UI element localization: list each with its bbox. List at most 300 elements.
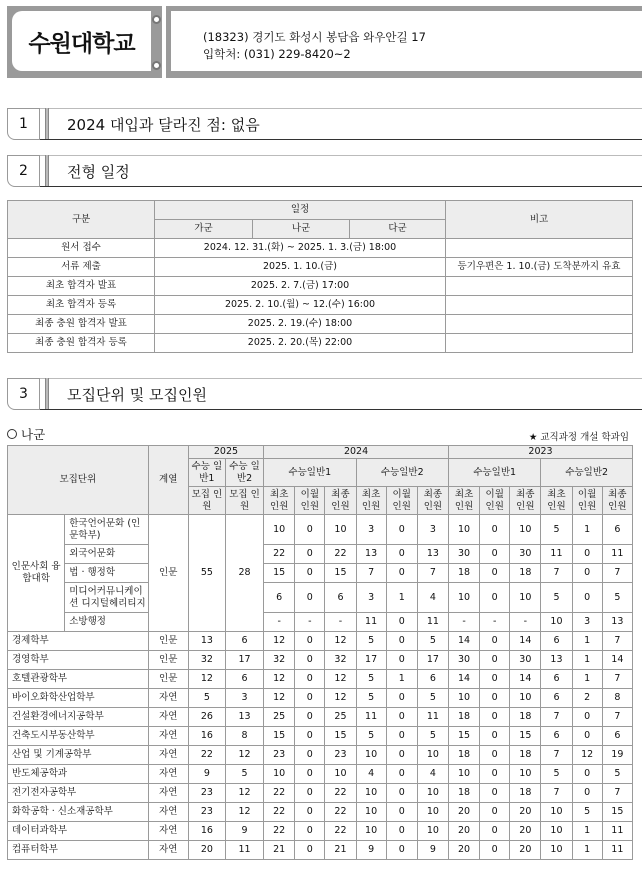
contact-box — [166, 6, 642, 78]
cell-value: 10 — [510, 689, 541, 708]
unit-name: 한국언어문화 (인문학부) — [65, 515, 148, 545]
cell-value: 30 — [510, 651, 541, 670]
schedule-row — [8, 334, 633, 353]
binder-ring-icon — [152, 15, 161, 24]
cell-value: 22 — [264, 784, 295, 803]
track: 인문 — [148, 670, 188, 689]
cell-value: 1 — [386, 583, 417, 613]
cell-value: 11 — [602, 822, 632, 841]
cell-value: 18 — [449, 564, 480, 583]
cell-value: 7 — [602, 708, 632, 727]
schedule-row — [8, 258, 633, 277]
table-row — [8, 822, 633, 841]
cell-value: 12 — [325, 670, 356, 689]
cell-value: - — [480, 613, 510, 632]
schedule-note — [446, 296, 633, 315]
cell-value: 6 — [602, 515, 632, 545]
address: (18323) 경기도 화성시 봉담읍 와우안길 17 — [203, 30, 426, 44]
recruit-2025-b: 12 — [225, 803, 263, 822]
cell-value: 1 — [572, 841, 602, 860]
cell-value: 3 — [417, 515, 448, 545]
cell-value: 0 — [572, 583, 602, 613]
cell-value: 12 — [264, 670, 295, 689]
cell-value: 5 — [602, 765, 632, 784]
cell-value: 23 — [325, 746, 356, 765]
cell-value: 10 — [417, 822, 448, 841]
cell-value: 18 — [510, 564, 541, 583]
cell-value: 10 — [417, 803, 448, 822]
schedule-note — [446, 239, 633, 258]
unit-name: 컴퓨터학부 — [8, 841, 149, 860]
cell-value: 10 — [417, 746, 448, 765]
cell-value: 0 — [480, 545, 510, 564]
cell-value: 0 — [295, 746, 325, 765]
track: 인문 — [148, 632, 188, 651]
cell-value: 30 — [510, 545, 541, 564]
cell-value: 0 — [480, 765, 510, 784]
unit-name: 미디어커뮤니케이션 디지털헤리티지 — [65, 583, 148, 613]
cell-value: 5 — [541, 515, 572, 545]
cell-value: 5 — [541, 583, 572, 613]
recruit-2025-a: 23 — [188, 784, 225, 803]
cell-value: 13 — [417, 545, 448, 564]
university-name-box — [7, 6, 162, 78]
cell-value: 0 — [480, 651, 510, 670]
unit-name: 법 · 행정학 — [65, 564, 148, 583]
cell-value: 6 — [602, 727, 632, 746]
cell-value: 10 — [510, 515, 541, 545]
cell-value: 6 — [541, 670, 572, 689]
table-row — [8, 746, 633, 765]
schedule-row — [8, 239, 633, 258]
legend-note: ★ 교직과정 개설 학과임 — [528, 432, 629, 443]
recruit-2025-b: 13 — [225, 708, 263, 727]
cell-value: 1 — [386, 670, 417, 689]
col-move-n: 이월 인원 — [572, 487, 602, 515]
cell-value: 22 — [264, 803, 295, 822]
cell-value: 20 — [510, 841, 541, 860]
schedule-value: 2025. 2. 10.(월) ~ 12.(수) 16:00 — [155, 296, 446, 315]
cell-value: 10 — [264, 765, 295, 784]
cell-value: 18 — [449, 746, 480, 765]
col-recruit-n: 모집 인원 — [225, 487, 263, 515]
cell-value: 4 — [417, 765, 448, 784]
cell-value: 7 — [602, 784, 632, 803]
schedule-label: 최초 합격자 발표 — [8, 277, 155, 296]
table-row — [8, 632, 633, 651]
cell-value: 0 — [572, 727, 602, 746]
cell-value: 14 — [510, 670, 541, 689]
schedule-label: 원서 접수 — [8, 239, 155, 258]
cell-value: 15 — [264, 727, 295, 746]
cell-value: 0 — [295, 689, 325, 708]
cell-value: 15 — [325, 564, 356, 583]
cell-value: 1 — [572, 670, 602, 689]
cell-value: 2 — [572, 689, 602, 708]
cell-value: 10 — [449, 765, 480, 784]
group-label: 인문사회 융합대학 — [8, 515, 65, 632]
cell-value: 15 — [510, 727, 541, 746]
col-move-n: 이월 인원 — [295, 487, 325, 515]
recruit-2025-b: 5 — [225, 765, 263, 784]
schedule-note — [446, 315, 633, 334]
cell-value: - — [449, 613, 480, 632]
recruit-2025-a: 32 — [188, 651, 225, 670]
cell-value: 1 — [572, 515, 602, 545]
cell-value: 21 — [264, 841, 295, 860]
section-1-header — [7, 108, 642, 140]
schedule-value: 2025. 1. 10.(금) — [155, 258, 446, 277]
cell-value: 5 — [572, 803, 602, 822]
cell-value: 0 — [295, 708, 325, 727]
cell-value: 12 — [325, 689, 356, 708]
cell-value: 0 — [480, 670, 510, 689]
recruit-2025-b: 6 — [225, 670, 263, 689]
cell-value: 0 — [386, 632, 417, 651]
track: 자연 — [148, 727, 188, 746]
schedule-row — [8, 315, 633, 334]
cell-value: 15 — [325, 727, 356, 746]
cell-value: 7 — [602, 564, 632, 583]
cell-value: 20 — [510, 822, 541, 841]
cell-value: 5 — [417, 632, 448, 651]
col-note: 비고 — [446, 201, 633, 239]
col-track: 계열 — [148, 446, 188, 515]
unit-name: 경영학부 — [8, 651, 149, 670]
col-first-n: 최초 인원 — [264, 487, 295, 515]
section-3-header — [7, 378, 642, 410]
track: 인문 — [148, 515, 188, 632]
cell-value: 1 — [572, 822, 602, 841]
unit-name: 경제학부 — [8, 632, 149, 651]
cell-value: 0 — [480, 803, 510, 822]
cell-value: 0 — [386, 564, 417, 583]
cell-value: 5 — [602, 583, 632, 613]
col-category: 구분 — [8, 201, 155, 239]
cell-value: - — [295, 613, 325, 632]
table-row — [8, 651, 633, 670]
cell-value: 5 — [417, 689, 448, 708]
cell-value: 0 — [386, 822, 417, 841]
cell-value: 20 — [510, 803, 541, 822]
cell-value: 0 — [295, 803, 325, 822]
table-row — [8, 708, 633, 727]
cell-value: 6 — [417, 670, 448, 689]
cell-value: 0 — [386, 746, 417, 765]
table-row — [8, 765, 633, 784]
group-subheading: 나군 — [7, 425, 45, 443]
cell-value: 0 — [295, 632, 325, 651]
cell-value: 0 — [572, 564, 602, 583]
recruit-2025-a: 20 — [188, 841, 225, 860]
track: 자연 — [148, 708, 188, 727]
cell-value: 20 — [449, 841, 480, 860]
cell-value: 0 — [386, 765, 417, 784]
schedule-label: 서류 제출 — [8, 258, 155, 277]
cell-value: 10 — [449, 515, 480, 545]
recruit-2025-b: 3 — [225, 689, 263, 708]
cell-value: 11 — [417, 708, 448, 727]
cell-value: 3 — [356, 583, 386, 613]
cell-value: 0 — [295, 670, 325, 689]
table-row — [8, 515, 633, 545]
cell-value: 0 — [386, 651, 417, 670]
cell-value: 0 — [480, 583, 510, 613]
recruit-2025-b: 17 — [225, 651, 263, 670]
track: 자연 — [148, 784, 188, 803]
col-final-n: 최종 인원 — [417, 487, 448, 515]
cell-value: 0 — [572, 765, 602, 784]
cell-value: 15 — [449, 727, 480, 746]
recruit-2025-a: 13 — [188, 632, 225, 651]
recruit-2025-a: 26 — [188, 708, 225, 727]
cell-value: 0 — [295, 727, 325, 746]
track: 자연 — [148, 746, 188, 765]
unit-name: 전기전자공학부 — [8, 784, 149, 803]
cell-value: 3 — [356, 515, 386, 545]
unit-name: 호텔관광학부 — [8, 670, 149, 689]
cell-value: 0 — [295, 651, 325, 670]
cell-value: 30 — [449, 651, 480, 670]
cell-value: 22 — [325, 822, 356, 841]
cell-value: 10 — [356, 746, 386, 765]
cell-value: 5 — [356, 689, 386, 708]
schedule-row — [8, 277, 633, 296]
cell-value: 10 — [325, 515, 356, 545]
table-row — [8, 670, 633, 689]
col-2024-gen2: 수능일반2 — [356, 459, 448, 487]
col-first-n: 최초 인원 — [541, 487, 572, 515]
cell-value: 0 — [480, 822, 510, 841]
section-number: 1 — [7, 108, 40, 140]
track: 자연 — [148, 689, 188, 708]
section-title: 전형 일정 — [67, 162, 130, 181]
col-na: 나군 — [253, 220, 350, 239]
cell-value: 9 — [417, 841, 448, 860]
cell-value: 14 — [449, 632, 480, 651]
recruit-2025-a: 23 — [188, 803, 225, 822]
col-2023: 2023 — [449, 446, 633, 459]
cell-value: 11 — [356, 708, 386, 727]
recruit-2025-b: 12 — [225, 746, 263, 765]
cell-value: 10 — [541, 822, 572, 841]
schedule-row — [8, 296, 633, 315]
schedule-label: 최종 충원 합격자 등록 — [8, 334, 155, 353]
cell-value: 32 — [264, 651, 295, 670]
cell-value: 18 — [510, 708, 541, 727]
col-schedule: 일정 — [155, 201, 446, 220]
cell-value: 21 — [325, 841, 356, 860]
cell-value: 7 — [356, 564, 386, 583]
schedule-note: 등기우편은 1. 10.(금) 도착분까지 유효 — [446, 258, 633, 277]
cell-value: 5 — [356, 632, 386, 651]
cell-value: 10 — [449, 583, 480, 613]
recruitment-table — [7, 445, 633, 860]
section-title: 2024 대입과 달라진 점: 없음 — [67, 115, 260, 134]
cell-value: 0 — [480, 727, 510, 746]
col-first-n: 최초 인원 — [356, 487, 386, 515]
track: 자연 — [148, 765, 188, 784]
cell-value: 11 — [541, 545, 572, 564]
cell-value: 10 — [449, 689, 480, 708]
cell-value: 10 — [264, 515, 295, 545]
cell-value: 1 — [572, 651, 602, 670]
table-row — [8, 613, 633, 632]
col-unit: 모집단위 — [8, 446, 149, 515]
cell-value: 10 — [541, 841, 572, 860]
cell-value: 0 — [295, 515, 325, 545]
cell-value: 14 — [449, 670, 480, 689]
cell-value: 5 — [356, 727, 386, 746]
cell-value: 0 — [386, 708, 417, 727]
col-suneung2: 수능 일반2 — [225, 459, 263, 487]
cell-value: 17 — [417, 651, 448, 670]
cell-value: - — [510, 613, 541, 632]
unit-name: 반도체공학과 — [8, 765, 149, 784]
cell-value: 10 — [356, 784, 386, 803]
schedule-label: 최종 충원 합격자 발표 — [8, 315, 155, 334]
col-final-n: 최종 인원 — [325, 487, 356, 515]
cell-value: 0 — [386, 784, 417, 803]
cell-value: 7 — [541, 746, 572, 765]
table-row — [8, 727, 633, 746]
col-2024-gen1: 수능일반1 — [264, 459, 356, 487]
cell-value: 18 — [510, 746, 541, 765]
cell-value: 0 — [386, 613, 417, 632]
table-row — [8, 841, 633, 860]
recruit-2025-b: 12 — [225, 784, 263, 803]
cell-value: 10 — [356, 803, 386, 822]
unit-name: 화학공학 · 신소재공학부 — [8, 803, 149, 822]
track: 자연 — [148, 841, 188, 860]
cell-value: 13 — [602, 613, 632, 632]
cell-value: 0 — [480, 784, 510, 803]
cell-value: 11 — [356, 613, 386, 632]
cell-value: 22 — [325, 784, 356, 803]
cell-value: 6 — [541, 727, 572, 746]
cell-value: 5 — [356, 670, 386, 689]
cell-value: 7 — [417, 564, 448, 583]
col-2024: 2024 — [264, 446, 449, 459]
cell-value: 10 — [356, 822, 386, 841]
cell-value: 7 — [602, 632, 632, 651]
cell-value: 18 — [510, 784, 541, 803]
col-final-n: 최종 인원 — [602, 487, 632, 515]
cell-value: 3 — [572, 613, 602, 632]
col-da: 다군 — [350, 220, 446, 239]
track: 자연 — [148, 803, 188, 822]
cell-value: 30 — [449, 545, 480, 564]
cell-value: 11 — [602, 545, 632, 564]
cell-value: 6 — [541, 632, 572, 651]
circle-bullet-icon — [7, 429, 17, 439]
table-row — [8, 784, 633, 803]
recruit-2025-a: 55 — [188, 515, 225, 632]
cell-value: 14 — [510, 632, 541, 651]
col-recruit-n: 모집 인원 — [188, 487, 225, 515]
cell-value: 32 — [325, 651, 356, 670]
unit-name: 바이오화학산업학부 — [8, 689, 149, 708]
cell-value: 7 — [602, 670, 632, 689]
cell-value: 0 — [480, 564, 510, 583]
cell-value: 0 — [572, 784, 602, 803]
cell-value: 15 — [264, 564, 295, 583]
cell-value: 6 — [264, 583, 295, 613]
unit-name: 데이터과학부 — [8, 822, 149, 841]
cell-value: 9 — [356, 841, 386, 860]
table-row — [8, 689, 633, 708]
cell-value: 0 — [295, 564, 325, 583]
cell-value: 5 — [541, 765, 572, 784]
cell-value: 23 — [264, 746, 295, 765]
col-move-n: 이월 인원 — [386, 487, 417, 515]
cell-value: 0 — [386, 689, 417, 708]
cell-value: 10 — [541, 613, 572, 632]
col-final-n: 최종 인원 — [510, 487, 541, 515]
cell-value: 22 — [325, 545, 356, 564]
table-row — [8, 564, 633, 583]
cell-value: - — [325, 613, 356, 632]
cell-value: 7 — [541, 708, 572, 727]
cell-value: 0 — [295, 841, 325, 860]
cell-value: 5 — [417, 727, 448, 746]
cell-value: 0 — [386, 515, 417, 545]
col-first-n: 최초 인원 — [449, 487, 480, 515]
cell-value: 10 — [541, 803, 572, 822]
recruit-2025-a: 22 — [188, 746, 225, 765]
cell-value: 10 — [510, 765, 541, 784]
cell-value: 15 — [602, 803, 632, 822]
schedule-table — [7, 200, 633, 353]
recruit-2025-a: 5 — [188, 689, 225, 708]
recruit-2025-b: 11 — [225, 841, 263, 860]
cell-value: 13 — [356, 545, 386, 564]
col-2023-gen1: 수능일반1 — [449, 459, 541, 487]
cell-value: 22 — [325, 803, 356, 822]
cell-value: 0 — [480, 632, 510, 651]
schedule-note — [446, 277, 633, 296]
cell-value: 11 — [602, 841, 632, 860]
cell-value: 0 — [480, 746, 510, 765]
cell-value: 20 — [449, 822, 480, 841]
cell-value: 22 — [264, 822, 295, 841]
cell-value: 11 — [417, 613, 448, 632]
university-name: 수원대학교 — [28, 30, 135, 57]
cell-value: 0 — [572, 708, 602, 727]
cell-value: 0 — [386, 727, 417, 746]
table-row — [8, 583, 633, 613]
cell-value: 19 — [602, 746, 632, 765]
cell-value: 4 — [356, 765, 386, 784]
cell-value: 25 — [325, 708, 356, 727]
cell-value: 7 — [541, 564, 572, 583]
schedule-note — [446, 334, 633, 353]
cell-value: 0 — [480, 689, 510, 708]
recruit-2025-a: 16 — [188, 727, 225, 746]
col-ga: 가군 — [155, 220, 253, 239]
phone: 입학처: (031) 229-8420~2 — [203, 47, 351, 61]
cell-value: 18 — [449, 708, 480, 727]
col-move-n: 이월 인원 — [480, 487, 510, 515]
cell-value: - — [264, 613, 295, 632]
schedule-value: 2025. 2. 7.(금) 17:00 — [155, 277, 446, 296]
cell-value: 25 — [264, 708, 295, 727]
schedule-value: 2025. 2. 19.(수) 18:00 — [155, 315, 446, 334]
track: 인문 — [148, 651, 188, 670]
table-row — [8, 803, 633, 822]
cell-value: 0 — [295, 822, 325, 841]
cell-value: 1 — [572, 632, 602, 651]
